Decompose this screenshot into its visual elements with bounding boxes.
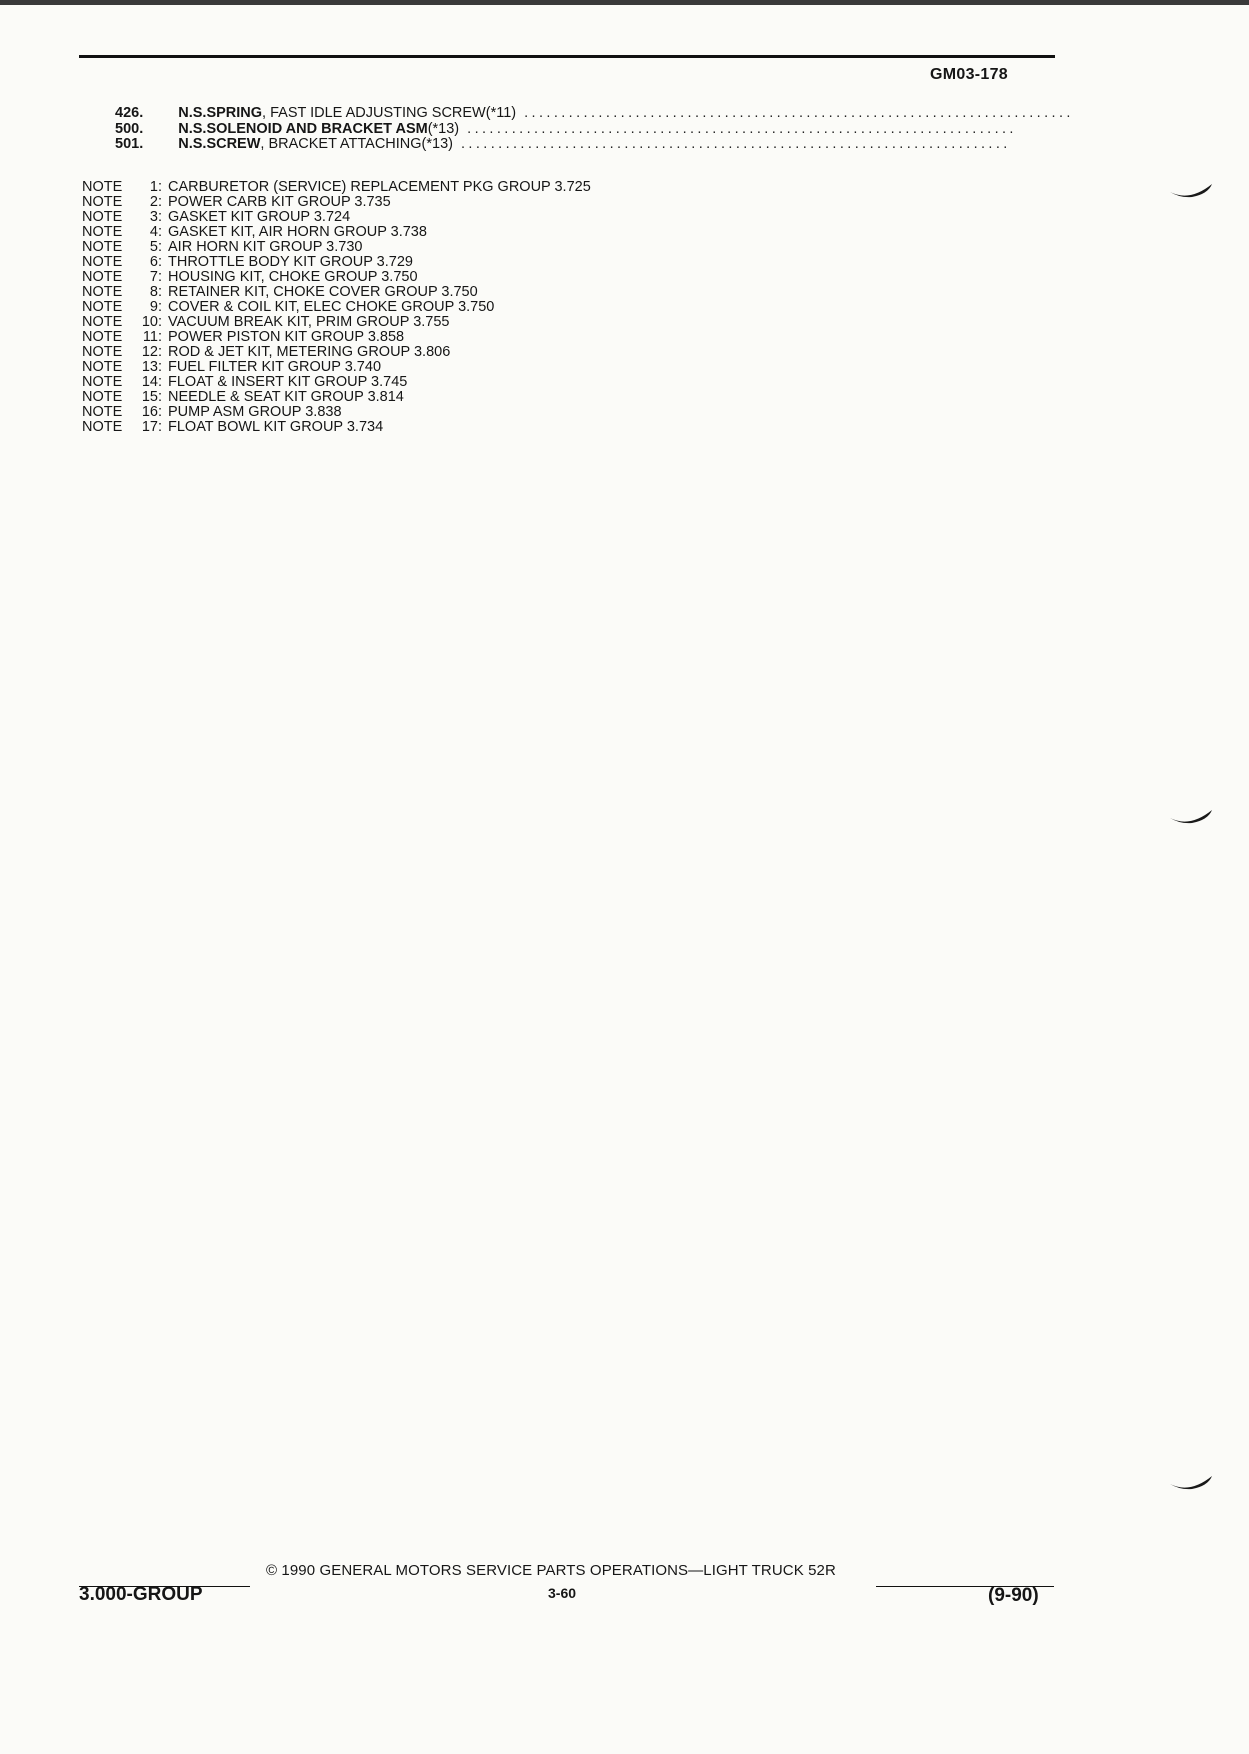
note-text: FUEL FILTER KIT GROUP 3.740: [168, 359, 382, 375]
note-text: HOUSING KIT, CHOKE GROUP 3.750: [168, 269, 418, 285]
note-number: 14:: [141, 374, 162, 390]
note-label: NOTE: [82, 209, 123, 225]
note-text: COVER & COIL KIT, ELEC CHOKE GROUP 3.750: [168, 299, 495, 315]
note-label: NOTE: [82, 269, 123, 285]
note-text: POWER CARB KIT GROUP 3.735: [168, 194, 391, 210]
note-number: 12:: [141, 344, 162, 360]
note-item: [82, 405, 802, 420]
note-label: NOTE: [82, 359, 123, 375]
part-description: (*13): [427, 120, 460, 137]
note-label: NOTE: [82, 194, 123, 210]
note-text: PUMP ASM GROUP 3.838: [168, 404, 342, 420]
not-serviced-marker: N.S.: [178, 120, 207, 137]
note-item: [82, 375, 802, 390]
note-item: [82, 390, 802, 405]
part-number: 500.: [115, 120, 144, 137]
part-name: SCREW: [206, 136, 261, 152]
note-item: [82, 195, 802, 210]
note-label: NOTE: [82, 374, 123, 390]
note-item: [82, 300, 802, 315]
note-number: 8:: [149, 284, 162, 300]
binder-punch-mark: [1168, 1472, 1216, 1494]
part-row: [115, 136, 1011, 152]
group-label: 3.000-GROUP: [79, 1584, 203, 1605]
notes-list: [82, 180, 802, 435]
note-label: NOTE: [82, 404, 123, 420]
note-item: [82, 270, 802, 285]
note-item: [82, 210, 802, 225]
note-item: [82, 285, 802, 300]
part-description: , BRACKET ATTACHING(*13): [260, 136, 453, 152]
note-item: [82, 255, 802, 270]
note-text: GASKET KIT, AIR HORN GROUP 3.738: [168, 224, 427, 240]
dot-leader: ..........................................................................: [467, 120, 1017, 137]
note-label: NOTE: [82, 254, 123, 270]
note-label: NOTE: [82, 329, 123, 345]
note-item: [82, 360, 802, 375]
note-item: [82, 315, 802, 330]
note-item: [82, 330, 802, 345]
note-number: 11:: [142, 329, 162, 345]
note-text: NEEDLE & SEAT KIT GROUP 3.814: [168, 389, 404, 405]
dot-leader: ..........................................................................: [461, 136, 1011, 152]
note-number: 9:: [149, 299, 162, 315]
note-text: FLOAT & INSERT KIT GROUP 3.745: [168, 374, 408, 390]
note-number: 4:: [149, 224, 162, 240]
note-item: [82, 180, 802, 195]
note-number: 5:: [149, 239, 162, 255]
note-item: [82, 240, 802, 255]
part-description: , FAST IDLE ADJUSTING SCREW(*11): [262, 105, 517, 121]
note-text: POWER PISTON KIT GROUP 3.858: [168, 329, 405, 345]
note-label: NOTE: [82, 284, 123, 300]
note-text: FLOAT BOWL KIT GROUP 3.734: [168, 419, 384, 435]
note-number: 13:: [141, 359, 162, 375]
note-text: AIR HORN KIT GROUP 3.730: [168, 239, 363, 255]
not-serviced-marker: N.S.: [178, 136, 207, 152]
copyright-notice: © 1990 GENERAL MOTORS SERVICE PARTS OPERATIONS—LIGHT TRUCK 52R: [266, 1562, 836, 1579]
note-number: 1:: [149, 179, 162, 195]
note-label: NOTE: [82, 314, 123, 330]
binder-punch-mark: [1168, 806, 1216, 828]
note-label: NOTE: [82, 179, 123, 195]
parts-list: [115, 105, 1074, 152]
note-label: NOTE: [82, 419, 123, 435]
note-label: NOTE: [82, 344, 123, 360]
dot-leader: ..........................................................................: [524, 105, 1074, 121]
part-number: 426.: [115, 105, 144, 121]
note-number: 7:: [149, 269, 162, 285]
part-row: [115, 120, 1017, 137]
part-number: 501.: [115, 136, 144, 152]
note-number: 16:: [141, 404, 162, 420]
note-text: VACUUM BREAK KIT, PRIM GROUP 3.755: [168, 314, 450, 330]
note-label: NOTE: [82, 299, 123, 315]
note-label: NOTE: [82, 224, 123, 240]
note-text: RETAINER KIT, CHOKE COVER GROUP 3.750: [168, 284, 478, 300]
note-number: 17:: [141, 419, 162, 435]
note-text: ROD & JET KIT, METERING GROUP 3.806: [168, 344, 451, 360]
document-code: GM03-178: [930, 66, 1008, 83]
revision-date: (9-90): [988, 1585, 1039, 1606]
scan-edge: [0, 0, 1249, 5]
note-number: 15:: [141, 389, 162, 405]
note-number: 3:: [149, 209, 162, 225]
not-serviced-marker: N.S.: [178, 105, 207, 121]
note-label: NOTE: [82, 239, 123, 255]
binder-punch-mark: [1168, 180, 1216, 202]
part-name: SPRING: [206, 105, 263, 121]
note-item: [82, 345, 802, 360]
note-item: [82, 420, 802, 435]
part-name: SOLENOID AND BRACKET ASM: [206, 120, 428, 137]
note-text: CARBURETOR (SERVICE) REPLACEMENT PKG GROUP 3.725: [168, 179, 591, 195]
note-number: 10:: [141, 314, 162, 330]
note-text: GASKET KIT GROUP 3.724: [168, 209, 351, 225]
note-item: [82, 225, 802, 240]
note-text: THROTTLE BODY KIT GROUP 3.729: [168, 254, 413, 270]
note-number: 2:: [149, 194, 162, 210]
note-label: NOTE: [82, 389, 123, 405]
header-rule: [79, 55, 1055, 58]
part-row: [115, 105, 1074, 121]
note-number: 6:: [149, 254, 162, 270]
page-number: 3-60: [548, 1585, 577, 1601]
